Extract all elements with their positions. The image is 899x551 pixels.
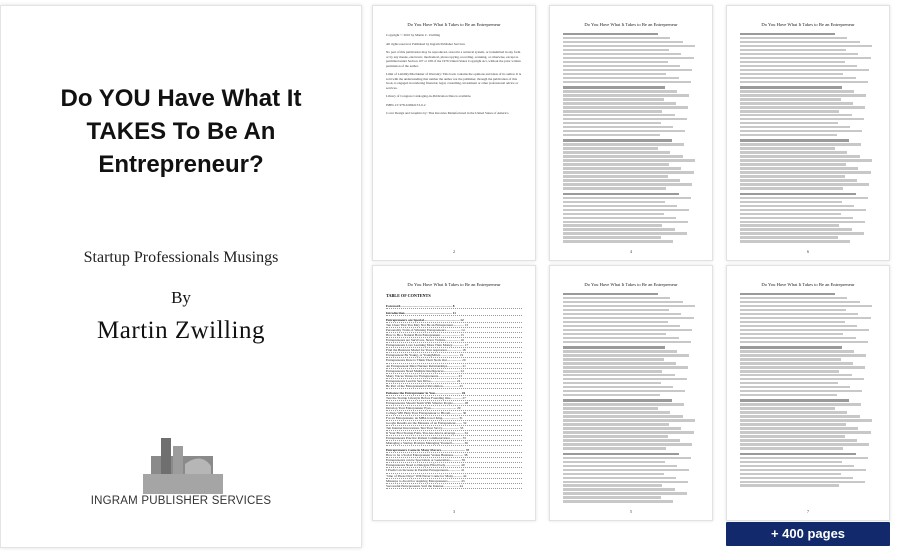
page-thumbnail-contents-5[interactable] (726, 265, 890, 521)
greeked-text-line (740, 399, 849, 401)
greeked-text-line (563, 403, 684, 405)
greeked-text-line (740, 240, 850, 242)
greeked-text-line (563, 453, 679, 455)
greeked-text-line (740, 317, 871, 319)
greeked-text-line (740, 453, 856, 455)
greeked-text-line (563, 481, 688, 483)
greeked-text-line (563, 333, 666, 335)
copyright-paragraph: ISBN-13: 978-0-9842153-0-2 (386, 102, 426, 107)
greeked-text-line (740, 457, 868, 459)
greeked-text-line (563, 447, 666, 449)
greeked-text-line (563, 221, 688, 223)
toc-section-entry: Foreword............................................................. 8 (386, 304, 522, 309)
greeked-text-line (740, 415, 860, 417)
greeked-text-line (740, 217, 853, 219)
toc-entry: Entrepreneurs Lead in Sex Drive.............................. 24 (386, 379, 522, 384)
greeked-text-line (740, 45, 872, 47)
greeked-text-line (740, 61, 845, 63)
page-thumbnail-contents-4[interactable] (726, 5, 890, 261)
greeked-text-line (740, 228, 852, 230)
toc-entry: Entrepreneur Be Young, or YoungMind....................... 19 (386, 353, 522, 358)
greeked-text-line (563, 382, 661, 384)
greeked-text-line (740, 390, 862, 392)
greeked-text-line (740, 469, 866, 471)
more-pages-badge[interactable]: + 400 pages (726, 522, 890, 546)
greeked-text-line (740, 114, 852, 116)
greeked-text-line (563, 171, 694, 173)
greeked-text-line (740, 201, 842, 203)
greeked-text-line (740, 346, 842, 348)
page-number: 5 (630, 509, 632, 514)
greeked-text-line (563, 293, 658, 295)
greeked-text-line (740, 443, 869, 445)
toc-entry: How to be a Social Entrepreneur Versus Business............ 38 (386, 453, 522, 458)
greeked-text-line (563, 193, 679, 195)
greeked-text-line (740, 232, 864, 234)
cover-title (1, 82, 361, 181)
greeked-text-line (740, 37, 847, 39)
greeked-text-line (740, 126, 850, 128)
running-head: Do You Have What It Takes to Be an Entrepreneur (761, 22, 855, 27)
greeked-text-line (740, 143, 861, 145)
greeked-text-line (740, 354, 866, 356)
greeked-text-line (563, 411, 670, 413)
greeked-text-line (563, 297, 670, 299)
greeked-text-line (563, 419, 695, 421)
cover-by: By (171, 288, 191, 307)
copyright-paragraph: Library of Congress Cataloging-in-Publication Data is available. (386, 94, 472, 98)
greeked-text-line (563, 106, 688, 108)
greeked-text-line (740, 465, 854, 467)
copyright-text (386, 33, 522, 116)
greeked-text-line (740, 151, 847, 153)
book-cover-page[interactable] (0, 5, 362, 548)
contents-lines (563, 33, 699, 243)
greeked-text-line (563, 301, 683, 303)
greeked-text-line (563, 240, 673, 242)
greeked-text-line (740, 77, 856, 79)
toc-entry: Many Voices Versus for Entrepreneurs....................... 23 (386, 374, 522, 379)
greeked-text-line (740, 394, 837, 396)
greeked-text-line (740, 175, 845, 177)
greeked-text-line (563, 443, 692, 445)
toc-entry: Google Results are the Measure of an Entrepreneur........ 32 (386, 421, 522, 426)
greeked-text-line (563, 183, 692, 185)
contents-lines (740, 33, 876, 243)
greeked-text-line (740, 484, 839, 486)
toc-entry: College Will Help Your Entrepreneur to Bloom.............. 30 (386, 411, 522, 416)
page-number: 3 (453, 509, 455, 514)
greeked-text-line (563, 465, 677, 467)
greeked-text-line (563, 209, 689, 211)
greeked-text-line (563, 73, 666, 75)
greeked-text-line (563, 86, 665, 88)
greeked-text-line (740, 155, 860, 157)
greeked-text-line (740, 53, 858, 55)
greeked-text-line (563, 53, 681, 55)
greeked-text-line (740, 481, 865, 483)
greeked-text-line (563, 217, 676, 219)
greeked-text-line (563, 197, 691, 199)
greeked-text-line (740, 439, 857, 441)
greeked-text-line (563, 358, 664, 360)
greeked-text-line (740, 435, 845, 437)
greeked-text-line (740, 57, 871, 59)
greeked-text-line (563, 439, 680, 441)
greeked-text-line (740, 179, 857, 181)
toc-entry: Be Part of the Entrepreneurial Revolution................... 25 (386, 384, 522, 389)
greeked-text-line (740, 159, 872, 161)
page-number: 7 (807, 509, 809, 514)
greeked-text-line (740, 477, 853, 479)
greeked-text-line (740, 403, 861, 405)
greeked-text-line (563, 431, 694, 433)
greeked-text-line (563, 496, 661, 498)
greeked-text-line (563, 45, 695, 47)
greeked-text-line (563, 374, 675, 376)
greeked-text-line (740, 94, 866, 96)
toc-entry: Managing a Startup Prompts Managing Yourself.............. 36 (386, 441, 522, 446)
greeked-text-line (563, 378, 687, 380)
greeked-text-line (740, 224, 839, 226)
greeked-text-line (563, 37, 670, 39)
greeked-text-line (563, 98, 664, 100)
greeked-text-line (740, 134, 837, 136)
greeked-text-line (563, 427, 681, 429)
toc-entry: Entrepreneurs Love Learning More Than Money.............. 17 (386, 343, 522, 348)
greeked-text-line (740, 378, 864, 380)
cover-title-line-3: Entrepreneur? (98, 151, 264, 178)
greeked-text-line (563, 366, 688, 368)
greeked-text-line (740, 293, 835, 295)
greeked-text-line (740, 407, 835, 409)
greeked-text-line (740, 301, 860, 303)
page-thumbnail-contents-3[interactable] (549, 265, 713, 521)
greeked-text-line (563, 228, 675, 230)
toc-entry: Entrepreneurs Practice Robust Communication.............. 35 (386, 436, 522, 441)
greeked-text-line (740, 213, 841, 215)
toc-entry: An Entrepreneur Must Nurture Relationships................. 21 (386, 364, 522, 369)
greeked-text-line (563, 213, 664, 215)
greeked-text-line (563, 49, 669, 51)
greeked-text-line (563, 325, 680, 327)
greeked-text-line (740, 473, 841, 475)
greeked-text-line (740, 49, 846, 51)
running-head: Do You Have What It Takes to Be an Entrepreneur (584, 22, 678, 27)
greeked-text-line (563, 41, 683, 43)
greeked-text-line (563, 224, 662, 226)
toc-entry: If Your First Startup Fails, You Are Above Average.......... 34 (386, 431, 522, 436)
greeked-text-line (563, 232, 687, 234)
greeked-text-line (740, 350, 854, 352)
greeked-text-line (740, 171, 871, 173)
greeked-text-line (563, 354, 689, 356)
toc-section-entry: Entrepreneurs Come in Many Flavors............................ 37 (386, 448, 522, 453)
greeked-text-line (563, 435, 668, 437)
greeked-text-line (740, 313, 858, 315)
greeked-text-line (563, 473, 664, 475)
greeked-text-line (563, 477, 676, 479)
greeked-text-line (740, 423, 846, 425)
greeked-text-line (563, 461, 665, 463)
cover-title-line-2: TAKES To Be An (86, 118, 276, 145)
greeked-text-line (740, 447, 843, 449)
greeked-text-line (740, 130, 862, 132)
copyright-paragraph: Copyright © 2010 by Martin C. Zwilling (386, 33, 441, 37)
greeked-text-line (740, 337, 856, 339)
greeked-text-line (740, 86, 842, 88)
greeked-text-line (563, 114, 675, 116)
greeked-text-line (563, 65, 680, 67)
greeked-text-line (563, 305, 695, 307)
greeked-text-line (563, 488, 675, 490)
toc-entry: "One of These Days" Will Never Come for Many........... 42 (386, 474, 522, 479)
greeked-text-line (563, 317, 694, 319)
greeked-text-line (740, 411, 847, 413)
greeked-text-line (563, 309, 669, 311)
greeked-text-line (563, 201, 665, 203)
toc-section-entry: Entrepreneurs are Special.......................................... 12 (386, 318, 522, 323)
greeked-text-line (740, 193, 856, 195)
greeked-text-line (740, 69, 869, 71)
toc-entry: Entrepreneurs Dare to Think Their Neck Out................. 20 (386, 358, 522, 363)
greeked-text-line (563, 492, 687, 494)
copyright-paragraph: All rights reserved. Published by Ingram Publisher Services (386, 41, 465, 46)
toc-entry: Personality Traits of Winning Entrepreneurs................. 14 (386, 328, 522, 333)
greeked-text-line (563, 81, 691, 83)
cover-title-line-1: Do YOU Have What It (60, 85, 302, 112)
greeked-text-line (740, 81, 868, 83)
page-number: 6 (807, 249, 809, 254)
greeked-text-line (740, 325, 857, 327)
greeked-text-line (740, 205, 854, 207)
greeked-text-line (740, 427, 858, 429)
copyright-paragraph: Cover Design and Graphics by: Tina Knowles Manufactured in the United States of America (386, 111, 509, 115)
toc-entry: How to Be a Natural Born Entrepreneur....................... 15 (386, 333, 522, 338)
running-head: Do You Have What It Takes to Be an Entrepreneur (584, 282, 678, 287)
greeked-text-line (740, 118, 864, 120)
greeked-text-line (563, 147, 658, 149)
greeked-text-line (563, 469, 689, 471)
toc-entry: Develop Your Entrepreneur Eyes.............................. 29 (386, 406, 522, 411)
toc-entry: I Predict an Increase in Parallel Entrepreneurs.............. 41 (386, 468, 522, 473)
publisher-logo-icon (113, 434, 253, 494)
greeked-text-line (563, 346, 665, 348)
greeked-text-line (740, 167, 858, 169)
cover-subtitle: Startup Professionals Musings (83, 249, 279, 266)
page-thumbnail-table-of-contents[interactable] (372, 265, 536, 521)
greeked-text-line (563, 187, 666, 189)
greeked-text-line (563, 362, 676, 364)
greeked-text-line (740, 305, 872, 307)
greeked-text-line (563, 341, 691, 343)
greeked-text-line (740, 163, 846, 165)
greeked-text-line (563, 236, 661, 238)
copyright-paragraph: No part of this publication may be reproduced, stored in a retrieval system, or transmitted in any form or by any means, electronic, mechanical, photocopying, recording, scanning, or otherwise, except as permitted under Section 107 or 108 of the 1976 United States Copyright Act, without the prior written permission of the author. (386, 50, 521, 68)
toc-section-entry: Introduction........................................................ 11 (386, 311, 522, 316)
greeked-text-line (563, 61, 668, 63)
greeked-text-line (563, 370, 662, 372)
greeked-text-line (740, 431, 871, 433)
greeked-text-line (740, 33, 835, 35)
greeked-text-line (563, 134, 660, 136)
greeked-text-line (563, 350, 677, 352)
greeked-text-line (563, 151, 670, 153)
greeked-text-line (740, 183, 869, 185)
toc-entry: For an Entrepreneur, an MBA is not King................... 31 (386, 416, 522, 421)
greeked-text-line (740, 139, 849, 141)
greeked-text-line (740, 236, 838, 238)
greeked-text-line (740, 374, 852, 376)
cover-author: Martin Zwilling (97, 317, 265, 344)
greeked-text-line (740, 90, 854, 92)
greeked-text-line (563, 110, 662, 112)
greeked-text-line (563, 321, 668, 323)
greeked-text-line (563, 175, 668, 177)
greeked-text-line (740, 106, 865, 108)
greeked-text-line (563, 155, 683, 157)
greeked-text-line (740, 333, 843, 335)
greeked-text-line (740, 329, 869, 331)
greeked-text-line (740, 65, 857, 67)
greeked-text-line (563, 329, 692, 331)
greeked-text-line (740, 382, 838, 384)
greeked-text-line (740, 362, 853, 364)
greeked-text-line (740, 41, 860, 43)
greeked-text-line (563, 484, 662, 486)
toc-title: TABLE OF CONTENTS (386, 293, 431, 298)
greeked-text-line (563, 69, 692, 71)
greeked-text-line (740, 110, 839, 112)
greeked-text-line (563, 500, 673, 502)
greeked-text-line (563, 205, 677, 207)
greeked-text-line (563, 90, 677, 92)
toc-entry: Entrepreneurs can be Specialists or Generalists............. 39 (386, 458, 522, 463)
toc-entry: Find the Business Model for Your Aspiration................. 18 (386, 348, 522, 353)
greeked-text-line (563, 122, 661, 124)
greeked-text-line (740, 297, 847, 299)
greeked-text-line (563, 313, 681, 315)
toc-entry: Successful Entrepreneurs Surf the Internet.................. 44 (386, 484, 522, 489)
greeked-text-line (740, 321, 845, 323)
greeked-text-line (563, 163, 669, 165)
toc-list (386, 304, 522, 489)
greeked-text-line (563, 126, 673, 128)
toc-entry: Entrepreneurs Should Team With Smarter People............. 28 (386, 401, 522, 406)
greeked-text-line (740, 102, 853, 104)
greeked-text-line (563, 423, 669, 425)
greeked-text-line (740, 419, 872, 421)
page-thumbnail-copyright[interactable] (372, 5, 536, 261)
greeked-text-line (740, 187, 843, 189)
page-number: 2 (453, 249, 455, 254)
toc-entry: Entrepreneurs Need to Delegate Effectively.................. 40 (386, 463, 522, 468)
greeked-text-line (563, 337, 679, 339)
greeked-text-line (563, 386, 673, 388)
greeked-text-line (740, 221, 865, 223)
greeked-text-line (740, 98, 841, 100)
greeked-text-line (740, 341, 868, 343)
greeked-text-line (563, 457, 691, 459)
greeked-text-line (740, 309, 846, 311)
publisher-name: INGRAM PUBLISHER SERVICES (90, 495, 272, 507)
greeked-text-line (740, 73, 843, 75)
running-head: Do You Have What It Takes to Be an Entrepreneur (407, 22, 501, 27)
greeked-text-line (563, 130, 685, 132)
toc-entry: Ten Internet Innovations Test Your Savvy.................... 33 (386, 426, 522, 431)
greeked-text-line (740, 209, 866, 211)
greeked-text-line (740, 370, 839, 372)
contents-lines (563, 293, 699, 503)
greeked-text-line (740, 366, 865, 368)
toc-entry: Entrepreneurs are Survivors, Never Victims................. 16 (386, 338, 522, 343)
greeked-text-line (563, 159, 695, 161)
toc-entry: Missteps to Avoid for Aspiring Entrepreneurs............... 43 (386, 479, 522, 484)
greeked-text-line (563, 415, 683, 417)
greeked-text-line (740, 358, 841, 360)
running-head: Do You Have What It Takes to Be an Entrepreneur (761, 282, 855, 287)
toc-entry: Test the Startup Lifestyle Before Founding One............. 27 (386, 396, 522, 401)
greeked-text-line (740, 386, 850, 388)
greeked-text-line (563, 407, 658, 409)
page-thumbnail-contents-2[interactable] (549, 5, 713, 261)
greeked-text-line (563, 33, 658, 35)
greeked-text-line (563, 57, 694, 59)
greeked-text-line (563, 394, 660, 396)
greeked-text-line (563, 179, 680, 181)
contents-lines (740, 293, 876, 487)
greeked-text-line (563, 399, 672, 401)
greeked-text-line (563, 102, 676, 104)
greeked-text-line (740, 122, 838, 124)
greeked-text-line (563, 118, 687, 120)
greeked-text-line (563, 94, 689, 96)
copyright-paragraph: Limit of Liability/Disclaimer of Warranty: This book contains the opinions and ideas of its author. It is sold with the understanding that neither the author nor the publisher, through the publication of this book, is engaged in rendering financial, legal, consulting, investment or other professional advice or services. (386, 72, 522, 90)
greeked-text-line (563, 77, 679, 79)
toc-entry: Entrepreneurs Need Multiple Intelligences................... 22 (386, 369, 522, 374)
greeked-text-line (740, 197, 868, 199)
page-number: 4 (630, 249, 632, 254)
greeked-text-line (563, 390, 685, 392)
greeked-text-line (563, 143, 684, 145)
running-head: Do You Have What It Takes to Be an Entrepreneur (407, 282, 501, 287)
greeked-text-line (563, 139, 672, 141)
toc-entry: Ten Clues That You May Not Be an Entrepreneur............. 13 (386, 323, 522, 328)
toc-section-entry: Enhance the Entrepreneur in You............................... 26 (386, 391, 522, 396)
greeked-text-line (563, 167, 681, 169)
greeked-text-line (740, 147, 835, 149)
greeked-text-line (740, 461, 842, 463)
